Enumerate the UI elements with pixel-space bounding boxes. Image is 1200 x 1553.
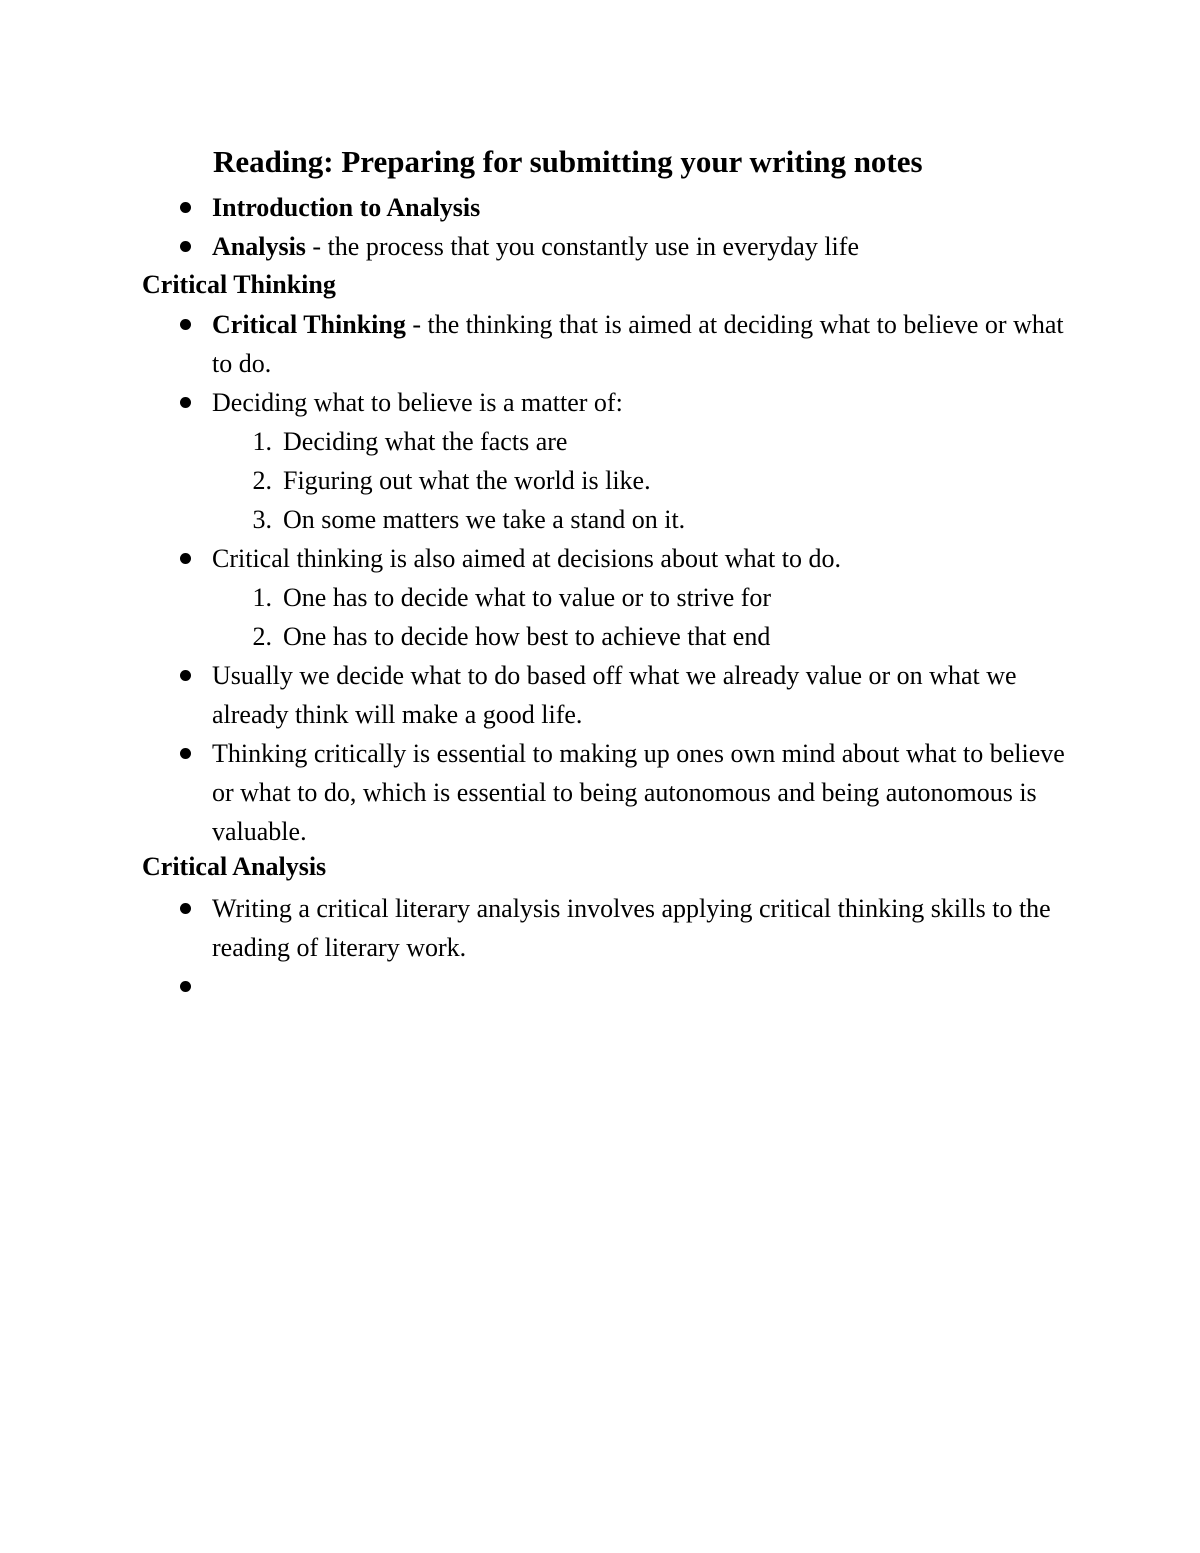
bullet-icon [180, 319, 191, 330]
numbered-item-text: One has to decide how best to achieve that end [283, 622, 771, 651]
term-label: Critical Thinking [212, 310, 406, 339]
numbered-item-text: Deciding what the facts are [283, 427, 568, 456]
numbered-item-text: Figuring out what the world is like. [283, 466, 651, 495]
bullet-icon [180, 553, 191, 564]
bullet-icon [180, 397, 191, 408]
list-item-text: Writing a critical literary analysis involves applying critical thinking skills to the reading of literary work. [212, 894, 1051, 962]
list-item-text: Usually we decide what to do based off what we already value or on what we already think will make a good life. [212, 661, 1017, 729]
list-item-text: Critical thinking is also aimed at decisions about what to do. [212, 544, 841, 573]
bullet-icon [180, 241, 191, 252]
section-heading-critical-analysis: Critical Analysis [142, 852, 327, 881]
numbered-item-text: One has to decide what to value or to strive for [283, 583, 772, 612]
section-heading-critical-thinking: Critical Thinking [142, 270, 336, 299]
bullet-icon [180, 981, 191, 992]
list-item-text: Thinking critically is essential to making up ones own mind about what to believe or what to do, which is essential to being autonomous and being autonomous is valuable. [212, 739, 1065, 846]
page-title: Reading: Preparing for submitting your writing notes [213, 144, 923, 179]
list-number: 2. [252, 622, 272, 651]
numbered-item-text: On some matters we take a stand on it. [283, 505, 686, 534]
list-number: 2. [252, 466, 272, 495]
definition-text: - the process that you constantly use in everyday life [305, 232, 859, 261]
bullet-bold-text: Introduction to Analysis [212, 193, 481, 222]
bullet-icon [180, 670, 191, 681]
list-number: 1. [252, 583, 272, 612]
list-item-text: Deciding what to believe is a matter of: [212, 388, 623, 417]
term-label: Analysis [212, 232, 306, 261]
list-number: 3. [252, 505, 272, 534]
bullet-icon [180, 748, 191, 759]
definition-text: - the thinking that is aimed at deciding what to believe or what to do. [212, 310, 1064, 378]
list-item-text [212, 305, 1072, 383]
bullet-icon [180, 202, 191, 213]
bullet-icon [180, 903, 191, 914]
list-number: 1. [252, 427, 272, 456]
list-item-text [212, 188, 1072, 227]
list-item-text [212, 227, 1072, 266]
